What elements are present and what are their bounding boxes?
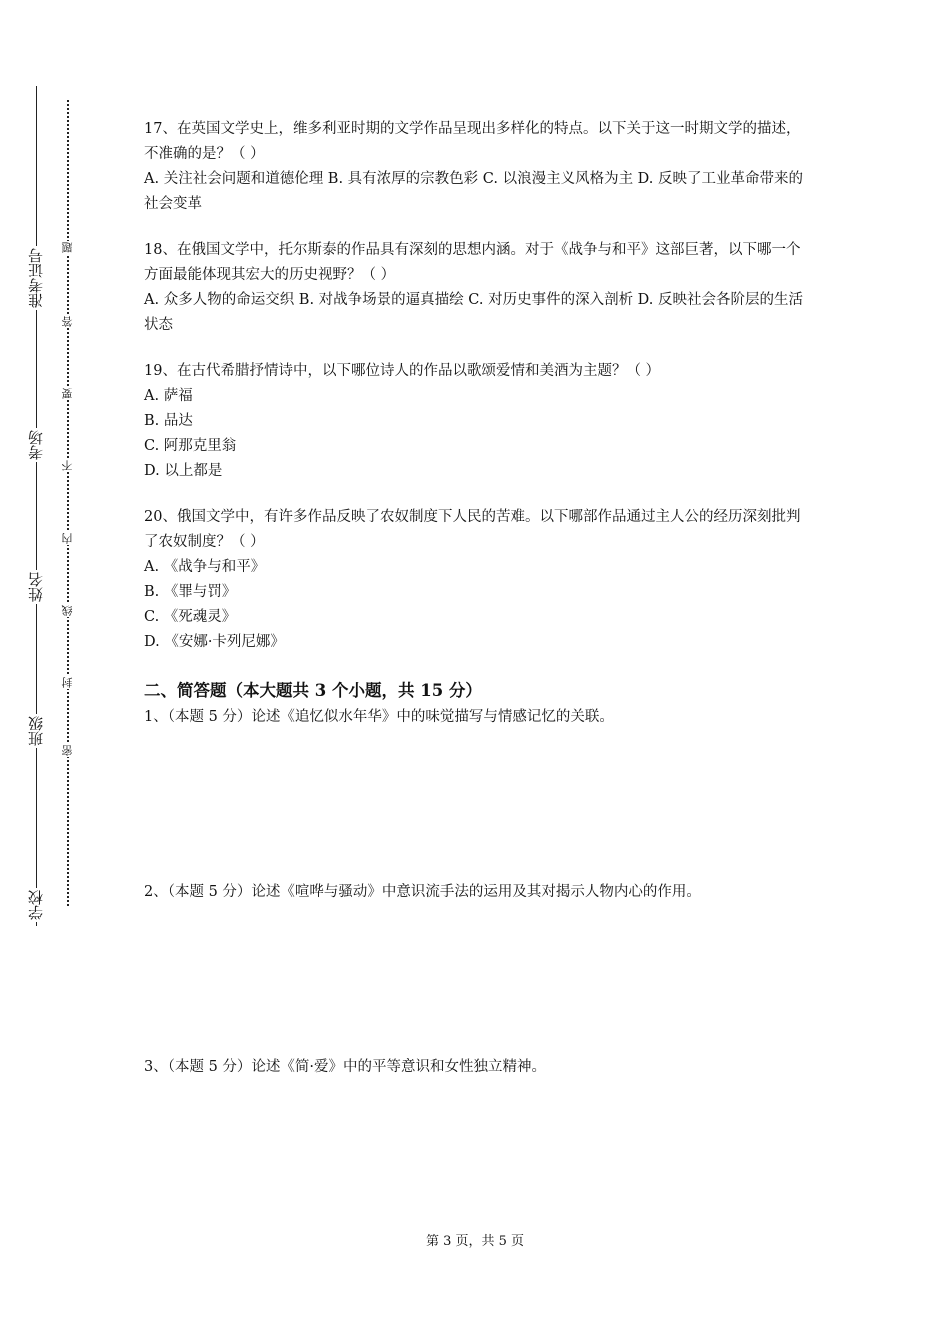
exam-content [144, 117, 812, 1080]
seal-word: 答 [61, 316, 74, 327]
option-d: D. 《安娜·卡列尼娜》 [144, 634, 285, 650]
option-b: B. 品达 [144, 413, 193, 429]
option-c: C. 阿那克里翁 [144, 438, 237, 454]
seal-word: 内 [61, 533, 74, 544]
binding-solid-line [36, 86, 37, 926]
question-stem: 17、在英国文学史上，维多利亚时期的文学作品呈现出多样化的特点。以下关于这一时期文学的描述，不准确的是？（ ） [144, 121, 801, 162]
question-stem: 18、在俄国文学中，托尔斯泰的作品具有深刻的思想内涵。对于《战争与和平》这部巨著，以下哪一个方面最能体现其宏大的历史视野？（ ） [144, 242, 801, 283]
option-a: A. 《战争与和平》 [144, 559, 266, 575]
field-name-label: 姓名 [22, 570, 50, 604]
question-18 [144, 238, 812, 338]
short-answer-3: 3、（本题 5 分）论述《简·爱》中的平等意识和女性独立精神。 [144, 1059, 547, 1075]
field-exam-number-label: 准考证号 [22, 246, 50, 310]
question-stem: 19、在古代希腊抒情诗中，以下哪位诗人的作品以歌颂爱情和美酒为主题？（ ） [144, 363, 661, 379]
section-title: 二、简答题（本大题共 3 个小题，共 15 分） [144, 681, 482, 700]
field-exam-room-label: 考场 [22, 428, 50, 462]
field-school-label: 学校 [22, 888, 50, 922]
page-footer: 第 3 页，共 5 页 [425, 1234, 525, 1249]
short-answer-2: 2、（本题 5 分）论述《喧哗与骚动》中意识流手法的运用及其对揭示人物内心的作用。 [144, 884, 701, 900]
question-options: A. 众多人物的命运交织 B. 对战争场景的逼真描绘 C. 对历史事件的深入剖析 D. 反映社会各阶层的生活状态 [144, 292, 804, 333]
question-17 [144, 117, 812, 217]
option-d: D. 以上都是 [144, 463, 223, 479]
option-b: B. 《罪与罚》 [144, 584, 237, 600]
binding-margin [0, 0, 110, 1344]
seal-word: 要 [61, 388, 74, 399]
option-a: A. 萨福 [144, 388, 193, 404]
seal-dotted-line [67, 100, 69, 906]
seal-word: 密 [61, 745, 74, 756]
field-class-label: 班级 [22, 714, 50, 748]
short-answer-1: 1、（本题 5 分）论述《追忆似水年华》中的味觉描写与情感记忆的关联。 [144, 709, 614, 725]
seal-word: 不 [61, 460, 74, 471]
question-stem: 20、俄国文学中，有许多作品反映了农奴制度下人民的苦难。以下哪部作品通过主人公的经历深刻批判了农奴制度？（ ） [144, 509, 801, 550]
seal-word: 题 [61, 242, 74, 253]
seal-word: 线 [61, 605, 74, 616]
question-19 [144, 359, 812, 484]
answer-space [144, 730, 812, 880]
seal-word: 封 [61, 677, 74, 688]
option-c: C. 《死魂灵》 [144, 609, 237, 625]
question-20 [144, 505, 812, 655]
answer-space [144, 905, 812, 1055]
question-options: A. 关注社会问题和道德伦理 B. 具有浓厚的宗教色彩 C. 以浪漫主义风格为主 D. 反映了工业革命带来的社会变革 [144, 171, 804, 212]
